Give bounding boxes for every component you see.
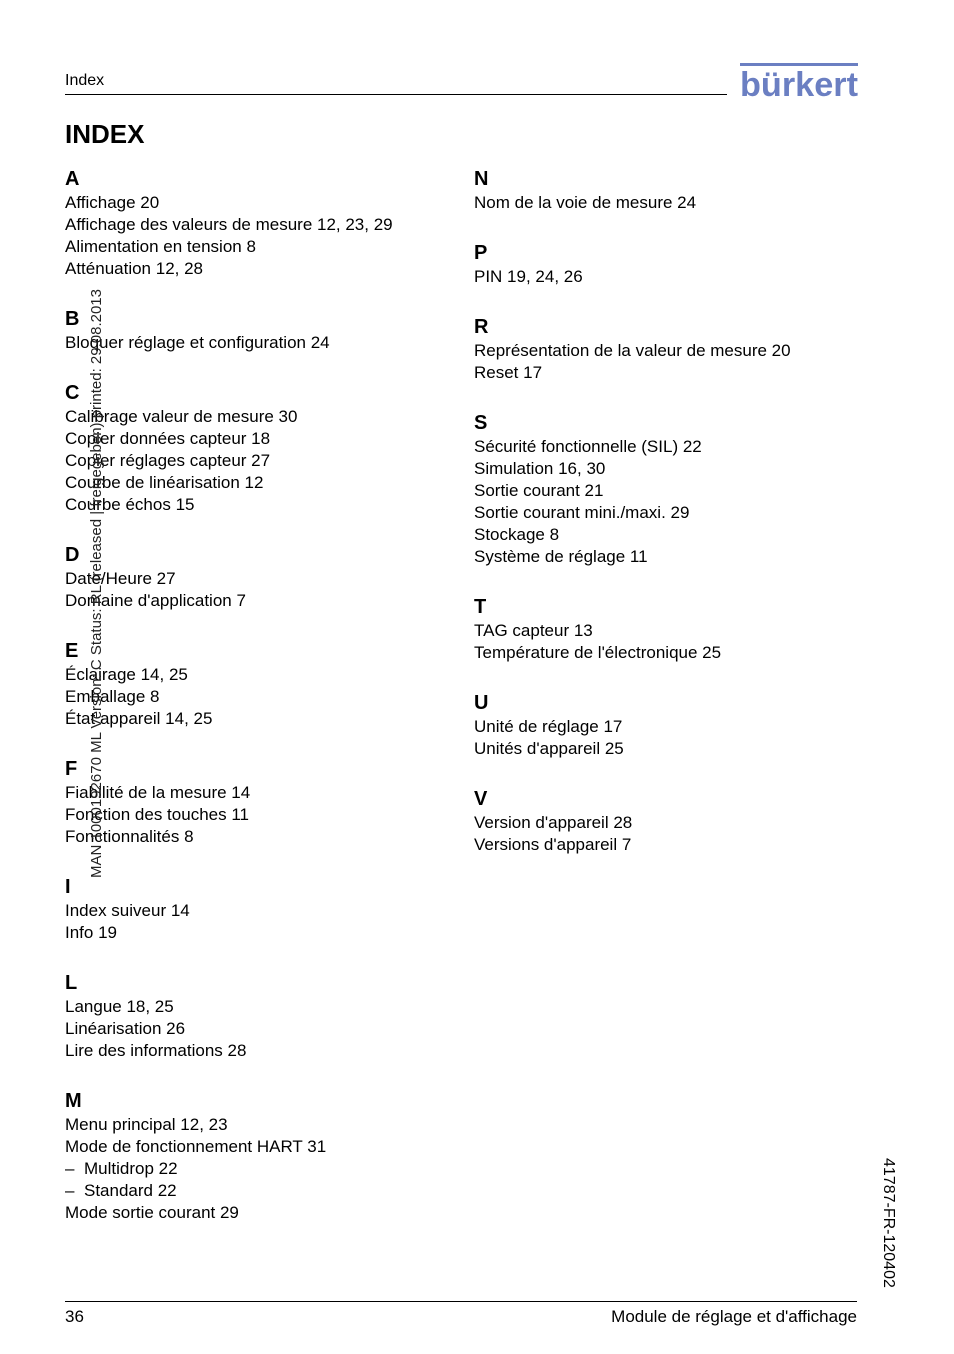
- header-label: Index: [65, 72, 105, 89]
- index-entry: Sécurité fonctionnelle (SIL) 22: [474, 437, 702, 456]
- section-letter: A: [65, 168, 80, 190]
- index-entry: Linéarisation 26: [65, 1019, 186, 1038]
- index-entry: Reset 17: [474, 363, 543, 382]
- index-section-l: [65, 970, 445, 1062]
- index-entry: Nom de la voie de mesure 24: [474, 193, 697, 212]
- index-entry: Menu principal 12, 23: [65, 1115, 228, 1134]
- section-letter: V: [474, 788, 488, 810]
- index-section-n: [474, 166, 854, 214]
- header-rule: [65, 94, 727, 95]
- index-entry: Bloquer réglage et configuration 24: [65, 333, 330, 352]
- section-letter: C: [65, 382, 80, 404]
- index-entry: Simulation 16, 30: [474, 459, 606, 478]
- index-section-v: [474, 786, 854, 856]
- index-section-b: [65, 306, 445, 354]
- index-entry: Fiabilité de la mesure 14: [65, 783, 251, 802]
- section-letter: S: [474, 412, 488, 434]
- index-entry: Copier données capteur 18: [65, 429, 271, 448]
- index-entry: Lire des informations 28: [65, 1041, 247, 1060]
- index-entry: État appareil 14, 25: [65, 709, 213, 728]
- index-entry: Température de l'électronique 25: [474, 643, 722, 662]
- section-letter: U: [474, 692, 489, 714]
- section-letter: D: [65, 544, 80, 566]
- index-section-u: [474, 690, 854, 760]
- index-column-right: [474, 166, 854, 882]
- index-entry: Unités d'appareil 25: [474, 739, 624, 758]
- section-letter: N: [474, 168, 489, 190]
- index-entry: Langue 18, 25: [65, 997, 174, 1016]
- section-letter: R: [474, 316, 489, 338]
- index-section-d: [65, 542, 445, 612]
- index-entry: Domaine d'application 7: [65, 591, 246, 610]
- index-entry: Atténuation 12, 28: [65, 259, 204, 278]
- index-entry: Version d'appareil 28: [474, 813, 633, 832]
- index-section-a: [65, 166, 445, 280]
- index-entry: Emballage 8: [65, 687, 160, 706]
- side-document-code: MAN 1000192670 ML Version: C Status: RL (released | freigegeben) printed: 29.08.2013: [88, 289, 105, 878]
- index-entry: Date/Heure 27: [65, 569, 176, 588]
- index-entry: Stockage 8: [474, 525, 560, 544]
- page-title: INDEX: [65, 119, 145, 149]
- section-letter: I: [65, 876, 71, 898]
- section-letter: T: [474, 596, 487, 618]
- index-entry: Sortie courant mini./maxi. 29: [474, 503, 690, 522]
- footer-title: Module de réglage et d'affichage: [611, 1307, 857, 1326]
- index-section-r: [474, 314, 854, 384]
- index-entry: PIN 19, 24, 26: [474, 267, 583, 286]
- index-entry: Info 19: [65, 923, 117, 942]
- index-entry: Éclairage 14, 25: [65, 665, 188, 684]
- index-entry: Fonction des touches 11: [65, 805, 249, 824]
- index-entry: Copier réglages capteur 27: [65, 451, 271, 470]
- index-section-s: [474, 410, 854, 568]
- footer-rule: [65, 1301, 857, 1302]
- index-subentry: – Standard 22: [65, 1180, 445, 1202]
- index-entry: Courbe échos 15: [65, 495, 195, 514]
- index-entry: Système de réglage 11: [474, 547, 648, 566]
- index-section-p: [474, 240, 854, 288]
- index-entry: Affichage des valeurs de mesure 12, 23, 29: [65, 215, 393, 234]
- index-section-t: [474, 594, 854, 664]
- index-column-left: [65, 166, 445, 1250]
- index-entry: Mode de fonctionnement HART 31: [65, 1137, 327, 1156]
- index-entry: Représentation de la valeur de mesure 20: [474, 341, 791, 360]
- index-entry: Sortie courant 21: [474, 481, 604, 500]
- index-section-c: [65, 380, 445, 516]
- index-entry: Mode sortie courant 29: [65, 1203, 239, 1222]
- index-section-f: [65, 756, 445, 848]
- index-entry: Fonctionnalités 8: [65, 827, 194, 846]
- index-section-e: [65, 638, 445, 730]
- section-letter: P: [474, 242, 488, 264]
- section-letter: B: [65, 308, 80, 330]
- index-section-i: [65, 874, 445, 944]
- document-id: 41787-FR-120402: [880, 1158, 897, 1288]
- section-letter: F: [65, 758, 78, 780]
- burkert-logo: [740, 63, 858, 99]
- section-letter: L: [65, 972, 78, 994]
- index-entry: Courbe de linéarisation 12: [65, 473, 264, 492]
- footer-page-number: 36: [65, 1307, 84, 1326]
- index-entry: TAG capteur 13: [474, 621, 593, 640]
- index-subentry: – Multidrop 22: [65, 1158, 445, 1180]
- index-entry: Calibrage valeur de mesure 30: [65, 407, 298, 426]
- index-entry: Affichage 20: [65, 193, 160, 212]
- section-letter: M: [65, 1090, 82, 1112]
- index-entry: Versions d'appareil 7: [474, 835, 632, 854]
- index-entry: Alimentation en tension 8: [65, 237, 256, 256]
- svg-text:bürkert: bürkert: [740, 66, 858, 99]
- index-entry: Index suiveur 14: [65, 901, 190, 920]
- index-section-m: [65, 1088, 445, 1224]
- index-entry: Unité de réglage 17: [474, 717, 623, 736]
- section-letter: E: [65, 640, 79, 662]
